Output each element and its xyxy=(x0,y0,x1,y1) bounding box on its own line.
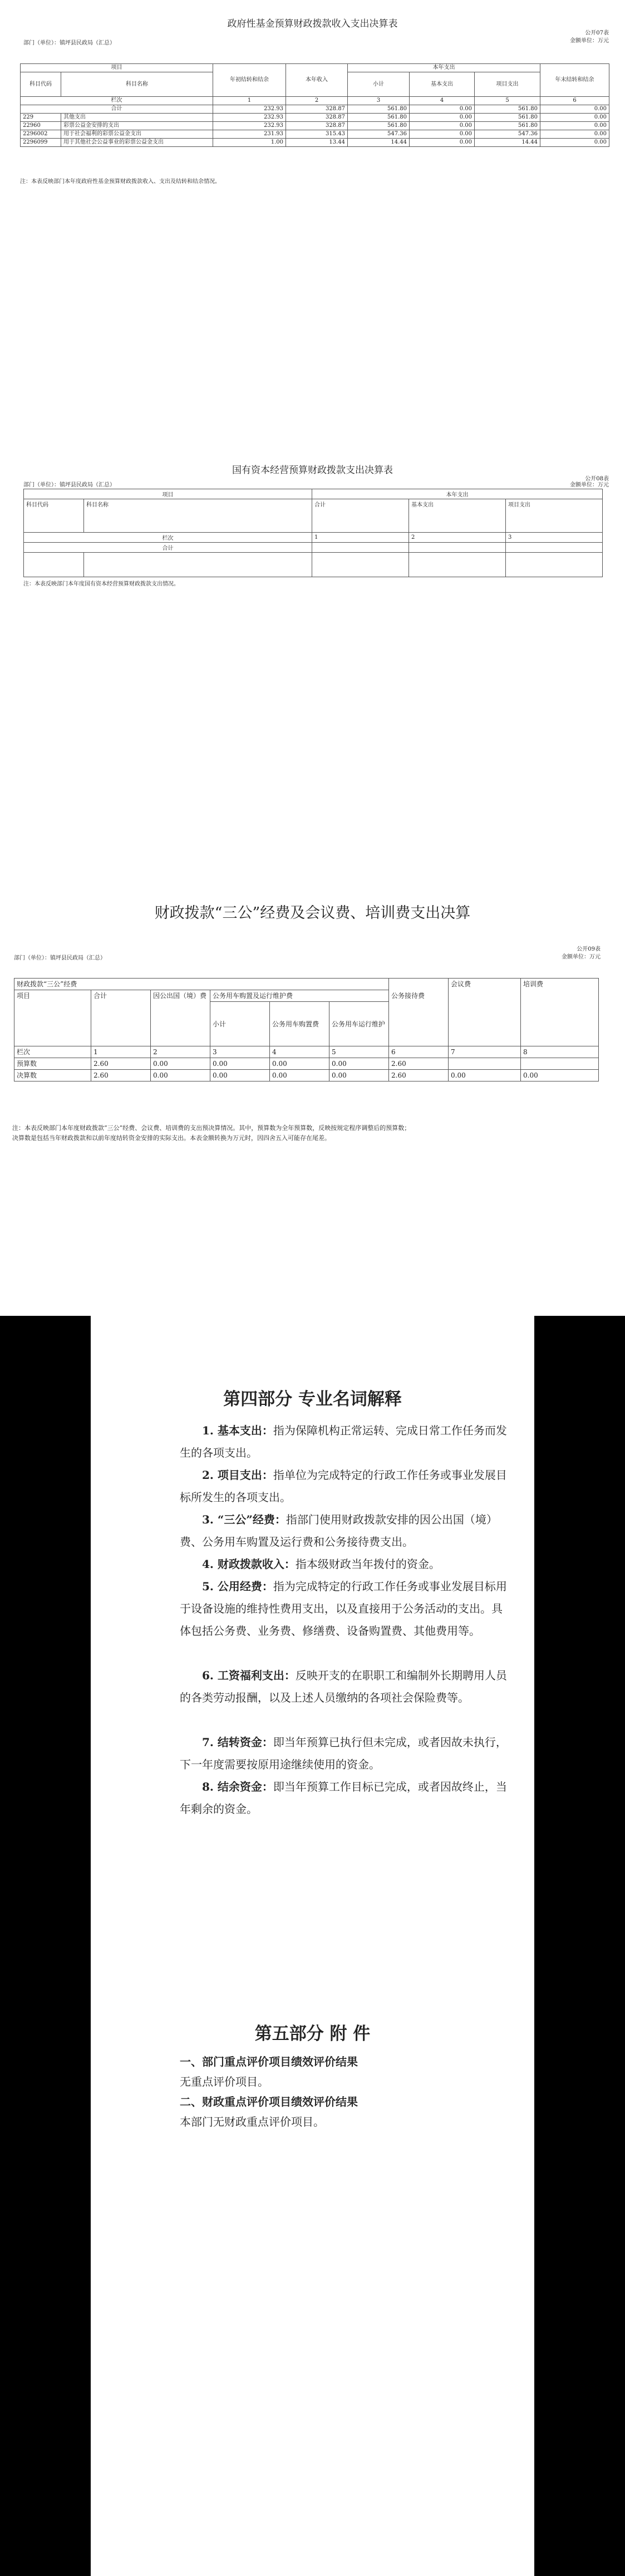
appendix-heading-1: 一、部门重点评价项目绩效评价结果 xyxy=(180,2055,358,2068)
header-subtotal: 小计 xyxy=(348,72,410,97)
total-value xyxy=(312,543,409,553)
gov-fund-dept: 部门（单位）：镇坪县民政局（汇总） xyxy=(23,40,115,46)
definition-text: 指为保障机构正常运转、完成日常工作任务而发生的各项支出。 xyxy=(180,1424,507,1459)
table-row xyxy=(14,1070,599,1081)
definition-text: 即当年预算已执行但未完成，或者因故未执行，下一年度需要按原用途继续使用的资金。 xyxy=(180,1736,507,1771)
row-value: 0.00 xyxy=(329,1058,389,1070)
row-value: 0.00 xyxy=(410,139,475,147)
definition-text: 指部门使用财政拨款安排的因公出国（境）费、公务用车购置及运行费和公务接待费支出。 xyxy=(180,1513,498,1548)
definition-term: 1. 基本支出： xyxy=(202,1424,273,1437)
definition-item xyxy=(180,1575,513,1664)
header-abroad: 因公出国（境）费 xyxy=(151,990,210,1046)
row-name: 彩票公益金安排的支出 xyxy=(61,122,213,130)
definition-text: 反映开支的在职职工和编制外长期聘用人员的各类劳动报酬，以及上述人员缴纳的各项社会保险费等。 xyxy=(180,1669,507,1704)
header-basic: 基本支出 xyxy=(410,72,475,97)
empty-cell xyxy=(389,979,449,990)
col-num: 8 xyxy=(521,1046,599,1058)
header-vehicle-purchase: 公务用车购置费 xyxy=(270,1002,329,1046)
table-row xyxy=(21,139,609,147)
header-subject-name: 科目名称 xyxy=(84,499,312,533)
total-value: 561.80 xyxy=(348,105,410,114)
row-value: 0.00 xyxy=(151,1070,210,1081)
total-value: 0.00 xyxy=(540,105,609,114)
gov-fund-unit: 金额单位：万元 xyxy=(570,38,609,44)
col-num: 2 xyxy=(409,533,506,543)
row-value: 561.80 xyxy=(348,114,410,122)
header-training: 培训费 xyxy=(521,979,599,1046)
row-value: 0.00 xyxy=(540,114,609,122)
total-label: 合计 xyxy=(24,543,312,553)
header-total: 合计 xyxy=(91,990,151,1046)
state-capital-table xyxy=(23,489,603,577)
appendix-text-1: 无重点评价项目。 xyxy=(180,2075,269,2088)
part4-title: 第四部分 专业名词解释 xyxy=(223,1389,402,1409)
table-row xyxy=(21,122,609,130)
three-public-dept: 部门（单位）：镇坪县民政局（汇总） xyxy=(14,955,106,961)
state-capital-dept: 部门（单位）：镇坪县民政局（汇总） xyxy=(23,482,115,488)
col-num: 6 xyxy=(389,1046,449,1058)
col-num: 5 xyxy=(475,97,540,105)
row-value: 0.00 xyxy=(410,130,475,139)
gov-fund-table-code: 公开07表 xyxy=(585,30,609,36)
row-value: 315.43 xyxy=(286,130,348,139)
part5-title: 第五部分 附 件 xyxy=(254,2024,371,2044)
header-basic: 基本支出 xyxy=(409,499,506,533)
row-value xyxy=(521,1058,599,1070)
row-code: 2296099 xyxy=(21,139,61,147)
total-value xyxy=(409,543,506,553)
row-value: 0.00 xyxy=(151,1058,210,1070)
row-value: 0.00 xyxy=(410,114,475,122)
row-value: 2.60 xyxy=(91,1070,151,1081)
header-project-exp: 项目支出 xyxy=(506,499,603,533)
row-value: 14.44 xyxy=(348,139,410,147)
row-name: 其他支出 xyxy=(61,114,213,122)
header-begin-balance: 年初结转和结余 xyxy=(213,64,286,97)
col-num: 1 xyxy=(312,533,409,543)
state-capital-table-title: 国有资本经营预算财政拨款支出决算表 xyxy=(232,465,393,476)
definition-text: 即当年预算工作目标已完成，或者因故终止，当年剩余的资金。 xyxy=(180,1780,507,1816)
total-value: 232.93 xyxy=(213,105,286,114)
header-project-exp: 项目支出 xyxy=(475,72,540,97)
row-value: 2.60 xyxy=(389,1058,449,1070)
header-end-balance: 年末结转和结余 xyxy=(540,64,609,97)
header-subject-code: 科目代码 xyxy=(21,72,61,97)
row-value: 328.87 xyxy=(286,114,348,122)
row-value: 547.36 xyxy=(475,130,540,139)
definition-term: 7. 结转资金： xyxy=(202,1736,273,1749)
row-value: 232.93 xyxy=(213,114,286,122)
row-value: 0.00 xyxy=(210,1070,270,1081)
total-label: 合计 xyxy=(21,105,213,114)
header-meeting: 会议费 xyxy=(449,979,521,1046)
column-label: 栏次 xyxy=(24,533,312,543)
header-vehicle-operate: 公务用车运行维护 xyxy=(329,1002,389,1046)
col-num: 2 xyxy=(286,97,348,105)
row-value: 0.00 xyxy=(270,1058,329,1070)
definition-term: 6. 工资福利支出： xyxy=(202,1669,296,1682)
row-value: 0.00 xyxy=(329,1070,389,1081)
row-value: 0.00 xyxy=(210,1058,270,1070)
col-num: 5 xyxy=(329,1046,389,1058)
row-name: 用于社会福利的彩票公益金支出 xyxy=(61,130,213,139)
row-value: 328.87 xyxy=(286,122,348,130)
header-three-public-group: 财政拨款“三公”经费 xyxy=(14,979,389,990)
definition-term: 8. 结余资金： xyxy=(202,1780,273,1793)
row-name: 预算数 xyxy=(14,1058,91,1070)
gov-fund-table-title: 政府性基金预算财政拨款收入支出决算表 xyxy=(227,18,398,30)
col-num: 1 xyxy=(91,1046,151,1058)
three-public-note-line1: 注：本表反映部门本年度财政拨款“三公”经费、会议费、培训费的支出预决算情况。其中，预算数为全年预算数，反映按规定程序调整后的预算数； xyxy=(12,1124,411,1132)
row-value: 0.00 xyxy=(540,122,609,130)
row-code: 229 xyxy=(21,114,61,122)
table-row xyxy=(21,114,609,122)
row-value: 0.00 xyxy=(410,122,475,130)
header-subtotal: 小计 xyxy=(210,1002,270,1046)
col-num: 3 xyxy=(210,1046,270,1058)
definition-term: 4. 财政拨款收入： xyxy=(202,1557,296,1571)
state-capital-unit: 金额单位：万元 xyxy=(570,482,609,488)
state-capital-note: 注：本表反映部门本年度国有资本经营预算财政拨款支出情况。 xyxy=(23,581,179,587)
row-value: 2.60 xyxy=(389,1070,449,1081)
three-public-table-title: 财政拨款“三公”经费及会议费、培训费支出决算 xyxy=(154,904,471,922)
total-value: 561.80 xyxy=(475,105,540,114)
definition-item xyxy=(180,1419,513,1464)
header-expense: 本年支出 xyxy=(312,489,603,499)
row-value: 14.44 xyxy=(475,139,540,147)
three-public-table-code: 公开09表 xyxy=(577,946,601,952)
row-value: 0.00 xyxy=(540,139,609,147)
total-value xyxy=(506,543,603,553)
gov-fund-note: 注：本表反映部门本年度政府性基金预算财政拨款收入、支出及结转和结余情况。 xyxy=(20,179,220,185)
row-name: 用于其他社会公益事业的彩票公益金支出 xyxy=(61,139,213,147)
col-num: 4 xyxy=(270,1046,329,1058)
total-value: 328.87 xyxy=(286,105,348,114)
column-label: 栏次 xyxy=(14,1046,91,1058)
three-public-unit: 金额单位：万元 xyxy=(562,954,601,960)
header-subject-code: 科目代码 xyxy=(24,499,84,533)
header-project: 项目 xyxy=(24,489,312,499)
definition-item xyxy=(180,1776,513,1820)
row-value: 0.00 xyxy=(540,130,609,139)
empty-cell xyxy=(84,553,312,577)
empty-cell xyxy=(24,553,84,577)
definition-item xyxy=(180,1731,513,1776)
row-value xyxy=(449,1058,521,1070)
table-row xyxy=(21,130,609,139)
row-code: 22960 xyxy=(21,122,61,130)
row-name: 决算数 xyxy=(14,1070,91,1081)
col-num: 2 xyxy=(151,1046,210,1058)
header-project: 项目 xyxy=(21,64,213,72)
definition-term: 2. 项目支出： xyxy=(202,1468,273,1482)
state-capital-table-code: 公开08表 xyxy=(585,476,609,482)
row-code: 2296002 xyxy=(21,130,61,139)
col-num: 1 xyxy=(213,97,286,105)
row-value: 547.36 xyxy=(348,130,410,139)
header-expense: 本年支出 xyxy=(348,64,540,72)
definition-term: 5. 公用经费： xyxy=(202,1580,273,1593)
header-subject-name: 科目名称 xyxy=(61,72,213,97)
empty-cell xyxy=(506,553,603,577)
definition-item xyxy=(180,1664,513,1731)
col-num: 3 xyxy=(348,97,410,105)
row-value: 561.80 xyxy=(348,122,410,130)
row-value: 561.80 xyxy=(475,122,540,130)
total-value: 0.00 xyxy=(410,105,475,114)
row-value: 13.44 xyxy=(286,139,348,147)
header-income: 本年收入 xyxy=(286,64,348,97)
col-num: 4 xyxy=(410,97,475,105)
three-public-note-line2: 决算数是包括当年财政拨款和以前年度结转资金安排的实际支出。本表金额转换为万元时，因四舍五入可能存在尾差。 xyxy=(12,1134,331,1142)
row-value: 0.00 xyxy=(521,1070,599,1081)
header-vehicle: 公务用车购置及运行维护费 xyxy=(210,990,389,1002)
definition-text: 指单位为完成特定的行政工作任务或事业发展目标所发生的各项支出。 xyxy=(180,1468,507,1504)
col-num: 6 xyxy=(540,97,609,105)
definition-term: 3. “三公”经费： xyxy=(202,1513,286,1526)
total-row xyxy=(21,105,609,114)
row-value: 2.60 xyxy=(91,1058,151,1070)
empty-cell xyxy=(312,553,409,577)
header-total: 合计 xyxy=(312,499,409,533)
row-value: 1.00 xyxy=(213,139,286,147)
table-row xyxy=(14,1058,599,1070)
appendix-text-2: 本部门无财政重点评价项目。 xyxy=(180,2115,324,2128)
definition-text: 指为完成特定的行政工作任务或事业发展目标用于设备设施的维持性费用支出，以及直接用于公务活动的支出。具体包括公务费、业务费、修缮费、设备购置费、其他费用等。 xyxy=(180,1580,507,1638)
definition-item xyxy=(180,1464,513,1508)
header-project: 项目 xyxy=(14,990,91,1046)
header-reception: 公务接待费 xyxy=(389,990,449,1046)
definition-text: 指本级财政当年拨付的资金。 xyxy=(295,1557,440,1571)
row-value: 231.93 xyxy=(213,130,286,139)
gov-fund-table xyxy=(20,63,609,147)
col-num: 7 xyxy=(449,1046,521,1058)
three-public-table xyxy=(14,978,599,1081)
empty-cell xyxy=(409,553,506,577)
definition-item xyxy=(180,1553,513,1575)
row-value: 0.00 xyxy=(449,1070,521,1081)
row-value: 232.93 xyxy=(213,122,286,130)
col-num: 3 xyxy=(506,533,603,543)
row-value: 561.80 xyxy=(475,114,540,122)
appendix-heading-2: 二、财政重点评价项目绩效评价结果 xyxy=(180,2095,358,2108)
definition-item xyxy=(180,1508,513,1553)
column-label: 栏次 xyxy=(21,97,213,105)
row-value: 0.00 xyxy=(270,1070,329,1081)
